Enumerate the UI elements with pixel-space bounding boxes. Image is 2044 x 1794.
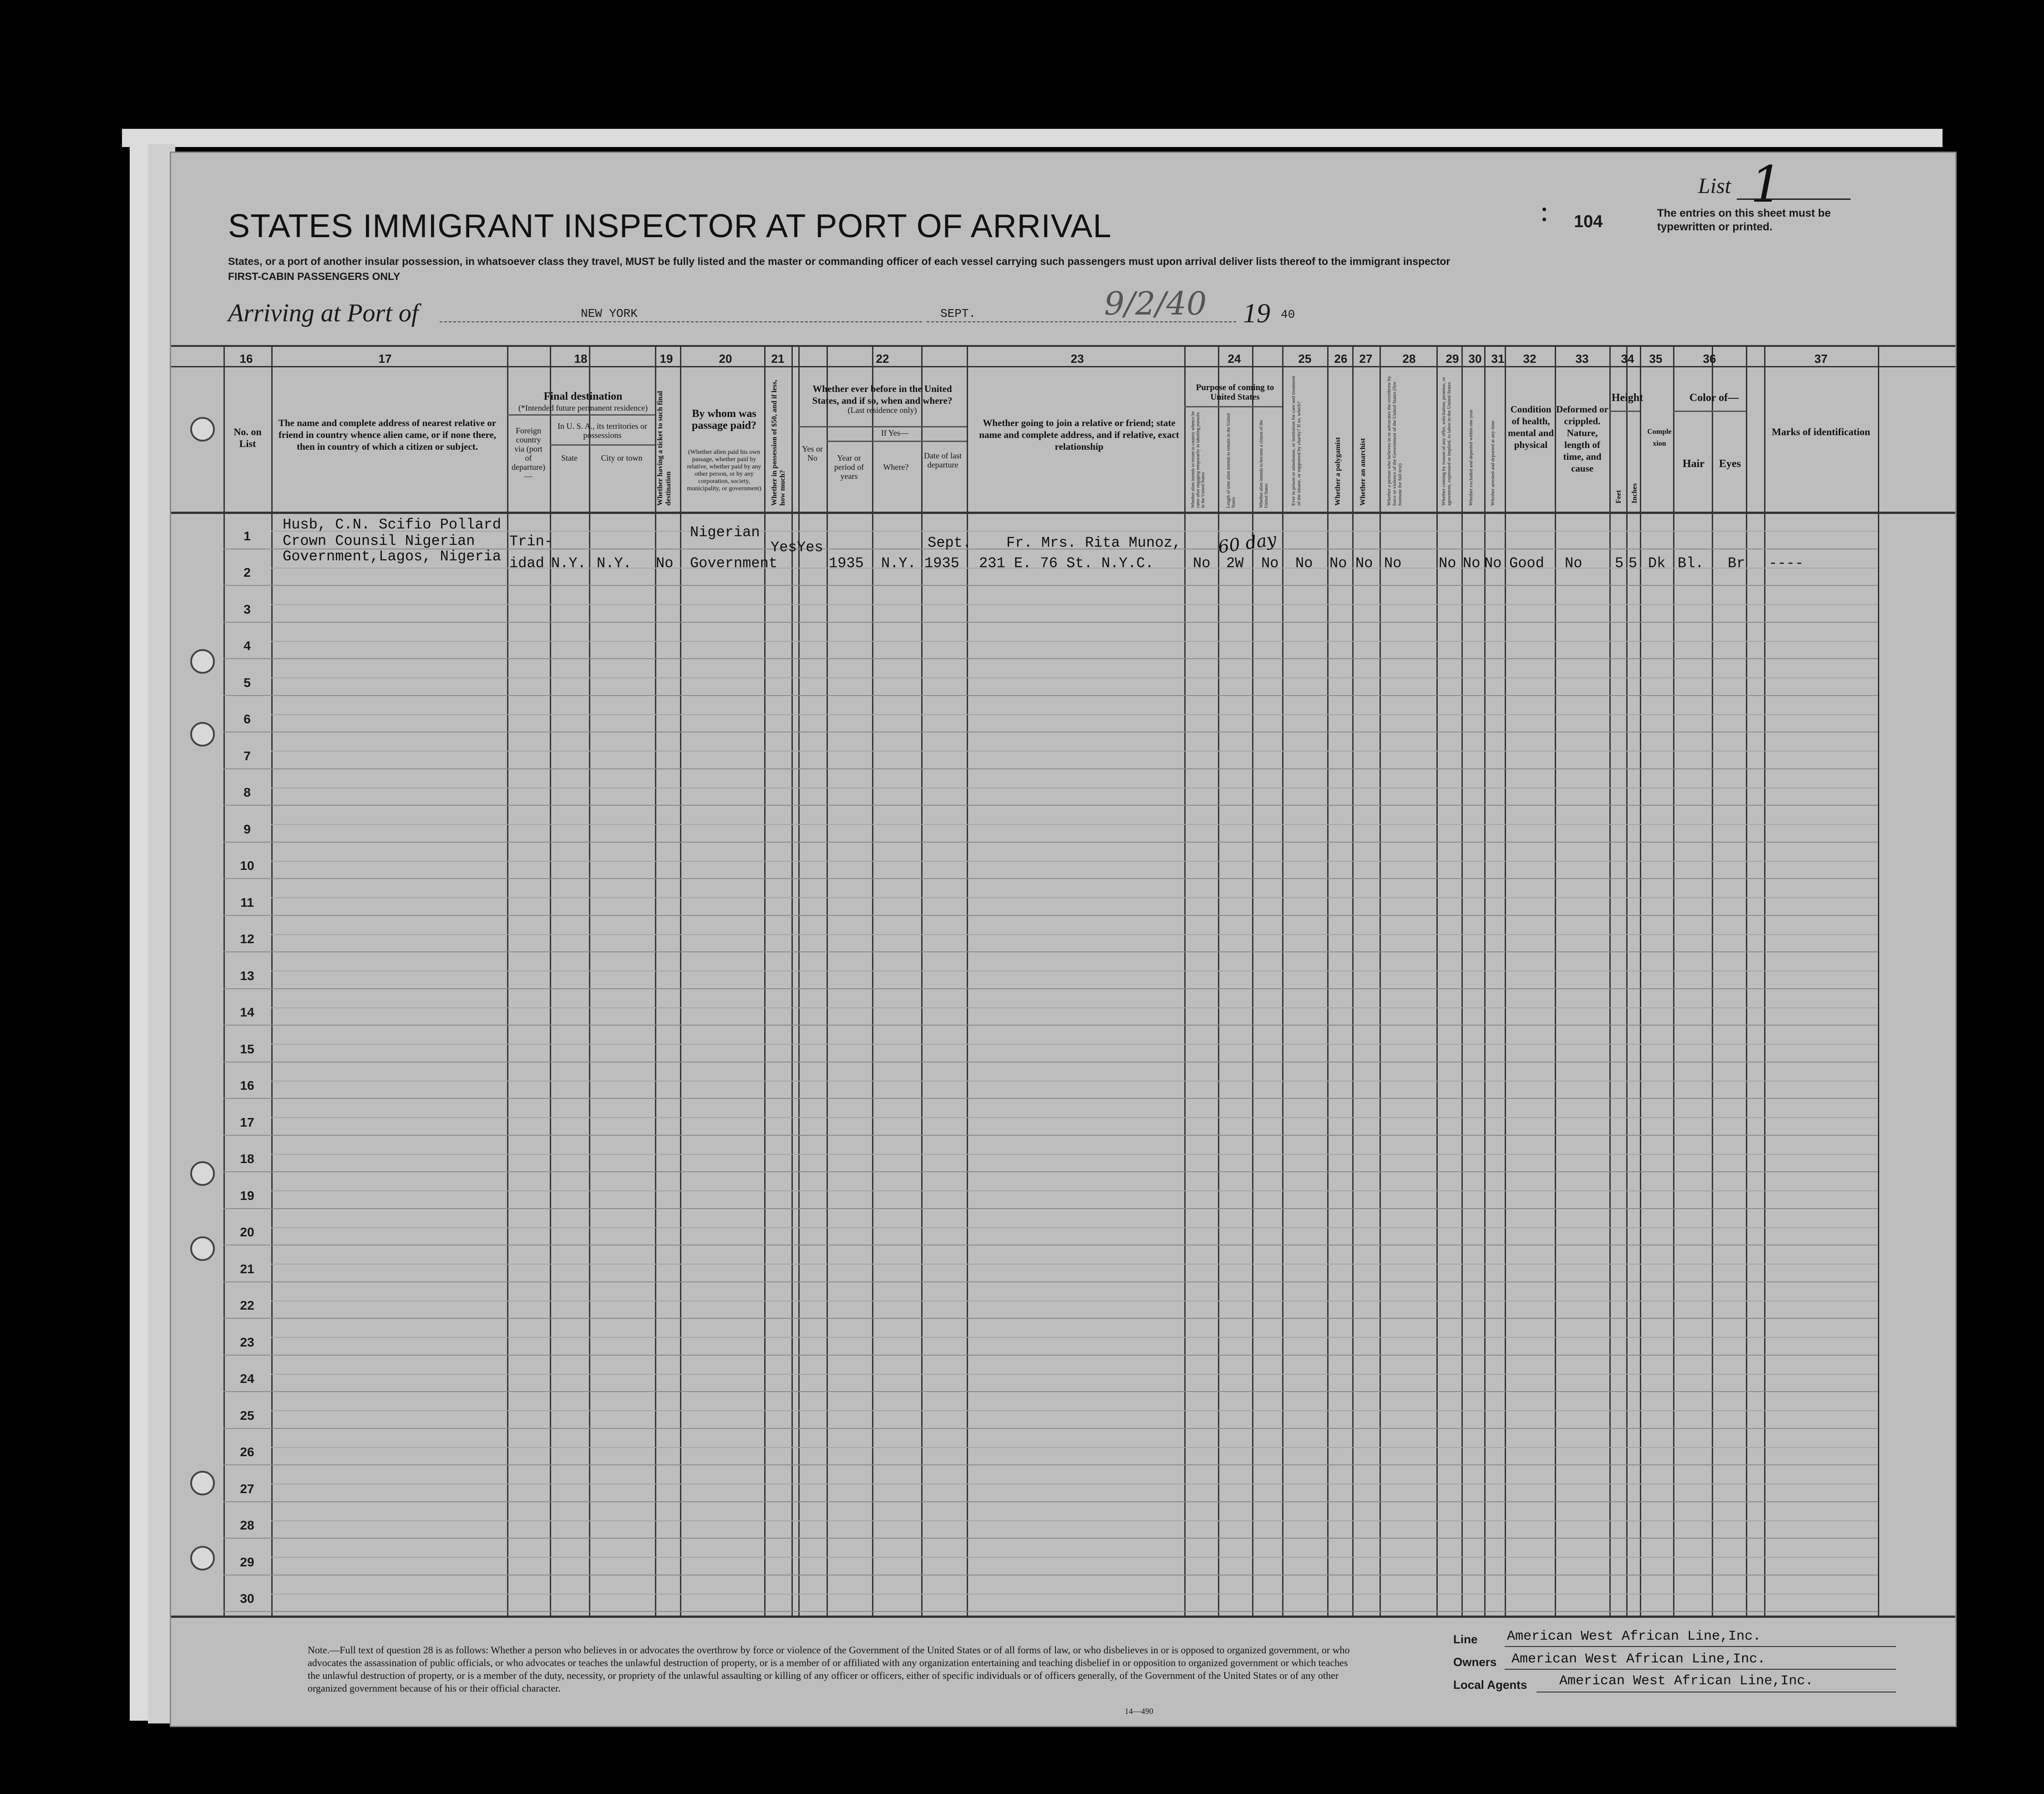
row-number: 11 (240, 895, 254, 910)
column-rule (1184, 345, 1186, 1616)
row-rule (223, 768, 1878, 769)
row-rule (223, 1318, 1878, 1319)
column-rule (655, 345, 656, 1616)
row-rule (223, 622, 1878, 623)
column-rule (764, 345, 766, 1616)
colnum-26: 26 (1334, 352, 1348, 366)
row-rule (223, 1281, 1878, 1282)
header-purpose-b: Length of time alien intends to remain in the United States (1226, 413, 1236, 508)
entry-deformed: No (1565, 555, 1582, 572)
row-midline (271, 1264, 1878, 1265)
header-if-yes: If Yes— (881, 428, 908, 437)
entry-health: Good (1509, 555, 1544, 572)
row-rule (223, 915, 1878, 916)
row-midline (271, 1520, 1878, 1521)
column-rule (271, 345, 273, 1616)
table-bottom-rule (171, 1616, 1955, 1618)
column-rule (798, 345, 800, 1616)
page-title: STATES IMMIGRANT INSPECTOR AT PORT OF ARRIVAL (228, 208, 1112, 244)
colnum-24: 24 (1227, 352, 1241, 366)
column-rule (589, 345, 590, 1616)
row-rule (223, 695, 1878, 696)
entry-purpose-return: No (1193, 555, 1211, 572)
header-where: Where? (883, 462, 909, 472)
entry-hair: Bl. (1678, 555, 1704, 572)
list-label: List (1698, 174, 1731, 198)
row-rule (223, 1464, 1878, 1465)
colnum-16: 16 (239, 352, 253, 366)
row-rule (223, 951, 1878, 952)
row-rule (223, 1171, 1878, 1172)
row-number: 26 (240, 1445, 254, 1459)
entry-foreign-line2: idad (509, 555, 544, 572)
punch-hole (190, 1471, 215, 1495)
column-rule (791, 345, 793, 1616)
entry-foreign-line1: Trin- (509, 533, 553, 550)
manifest-sheet (170, 152, 1957, 1727)
column-rule (1764, 345, 1765, 1616)
punch-hole (190, 1161, 215, 1186)
punch-hole (190, 1546, 215, 1570)
column-rule (1609, 345, 1611, 1616)
punch-hole (190, 649, 215, 674)
handwritten-date: 9/2/40 (1104, 285, 1207, 322)
column-rule (1626, 345, 1628, 1616)
row-midline (271, 1154, 1878, 1155)
colnum-23: 23 (1070, 352, 1084, 366)
row-number: 12 (240, 932, 254, 946)
colnum-27: 27 (1359, 352, 1373, 366)
header-eyes: Eyes (1719, 458, 1741, 470)
colnum-29: 29 (1446, 352, 1459, 366)
row-number: 19 (240, 1188, 254, 1203)
header-q31: Whether arrested and deported at any time (1490, 421, 1496, 506)
entry-marks: ---- (1769, 555, 1804, 572)
colnum-37: 37 (1814, 352, 1828, 366)
header-city: City or town (601, 453, 643, 462)
entry-anarchist: No (1355, 555, 1373, 572)
header-health: Condition of health, mental and physical (1508, 404, 1554, 450)
header-relative-address: The name and complete address of nearest relative or friend in country whence alien came, or if none there, then in country of which a citizen or subject. (278, 417, 497, 452)
row-rule (223, 805, 1878, 806)
column-rule (827, 345, 828, 1616)
header-yes-no: Yes or No (802, 444, 823, 462)
row-rule (223, 1098, 1878, 1099)
row-midline (271, 934, 1878, 935)
column-rule (1555, 345, 1556, 1616)
entry-polygamist: No (1329, 555, 1347, 572)
entry-ticket: No (656, 555, 674, 572)
year-suffix: 40 (1281, 308, 1295, 321)
list-number-underline (1737, 198, 1851, 200)
row-number: 14 (240, 1005, 254, 1019)
column-rule (223, 345, 225, 1616)
header-hair: Hair (1683, 458, 1704, 470)
colnum-35: 35 (1649, 352, 1663, 366)
colnum-19: 19 (659, 352, 673, 366)
entry-purpose-length: 2W (1226, 555, 1244, 572)
colnum-32: 32 (1523, 352, 1537, 366)
row-midline (271, 1594, 1878, 1595)
entry-q28: No (1384, 555, 1402, 572)
row-midline (271, 604, 1878, 605)
entry-before-yes-no: Yes (797, 539, 823, 556)
row-number: 4 (243, 639, 251, 653)
header-color-of: Color of— (1689, 392, 1739, 404)
column-rule (1673, 345, 1674, 1616)
header-height: Height (1611, 392, 1643, 404)
entry-joining-line1: Fr. Mrs. Rita Munoz, (1006, 534, 1182, 551)
column-rule (1712, 345, 1713, 1616)
column-rule (1505, 345, 1506, 1616)
entry-joining-line2: 231 E. 76 St. N.Y.C. (979, 555, 1154, 572)
subheader-rule (550, 444, 655, 446)
header-final-destination-sub: (*Intended future permanent residence) (518, 403, 648, 412)
port-line (440, 321, 922, 322)
row-rule (223, 988, 1878, 989)
header-before-in-us: Whether ever before in the United States, and if so, when and where? (812, 383, 953, 406)
stamp-dot (1542, 208, 1546, 211)
row-number: 17 (240, 1115, 254, 1129)
header-purpose: Purpose of coming to United States (1196, 383, 1274, 402)
header-possession-50: Whether in possession of $50, and if less, how much? (771, 380, 786, 506)
header-in-usa: In U. S. A., its territories or possessions (558, 422, 647, 440)
punch-hole (190, 417, 215, 442)
header-bottom-rule (171, 512, 1955, 514)
row-number: 20 (240, 1225, 254, 1239)
row-number: 6 (243, 712, 251, 726)
stamp-number: 104 (1574, 212, 1603, 231)
entry-feet: 5 (1615, 555, 1624, 572)
row-midline (271, 1447, 1878, 1448)
entry-q29: No (1439, 555, 1456, 572)
entry-eyes: Br (1728, 555, 1745, 572)
year-prefix: 19 (1243, 298, 1270, 328)
column-rule (1218, 345, 1219, 1616)
list-number: 1 (1750, 155, 1782, 213)
colnum-28: 28 (1402, 352, 1416, 366)
entry-city: N.Y. (597, 555, 632, 572)
colnum-21: 21 (771, 352, 785, 366)
punch-hole (190, 722, 215, 747)
header-marks: Marks of identification (1771, 426, 1871, 437)
subheader-rule (1673, 411, 1746, 412)
header-q29: Whether coming by reason of any offer, solicitation, promise, or agreement, expressed or implied, to labor in the United States (1441, 377, 1452, 506)
row-number: 21 (240, 1261, 254, 1276)
row-midline (271, 1410, 1878, 1411)
header-date-departure: Date of last departure (924, 451, 962, 469)
row-rule (223, 878, 1878, 879)
row-midline (271, 677, 1878, 678)
entry-where: N.Y. (881, 555, 916, 572)
port-value: NEW YORK (581, 307, 638, 320)
subheader-rule (1609, 411, 1640, 412)
row-midline (271, 714, 1878, 715)
row-number: 18 (240, 1152, 254, 1166)
footer-line-value: American West African Line,Inc. (1507, 1629, 1761, 1644)
row-midline (271, 824, 1878, 825)
subheader-rule (827, 441, 967, 442)
form-number: 14—490 (1125, 1707, 1153, 1716)
entry-purpose-citizen: No (1261, 555, 1279, 572)
header-q30: Whether excluded and deported within one year (1468, 409, 1474, 506)
row-number: 7 (243, 748, 251, 763)
footer-owners-label: Owners (1453, 1655, 1497, 1669)
row-rule (223, 658, 1878, 659)
row-number: 24 (240, 1372, 254, 1386)
row-number: 8 (243, 785, 251, 799)
colnum-33: 33 (1575, 352, 1589, 366)
header-joining-relative: Whether going to join a relative or friend; state name and complete address, and if relative, exact relationship (979, 417, 1179, 452)
header-deformed: Deformed or crippled. Nature, length of time, and cause (1556, 404, 1608, 474)
column-rule (1327, 345, 1329, 1616)
row-rule (223, 1501, 1878, 1502)
row-midline (271, 1337, 1878, 1338)
entry-passage-line2: Government (690, 555, 778, 572)
row-rule (223, 842, 1878, 843)
header-feet: Feet (1615, 490, 1623, 503)
row-number: 13 (240, 968, 254, 983)
footer-agents-label: Local Agents (1453, 1678, 1527, 1692)
header-last-residence: (Last residence only) (847, 406, 917, 415)
header-passage-paid: By whom was passage paid? (691, 408, 757, 432)
column-rule (872, 345, 873, 1616)
row-midline (271, 1190, 1878, 1191)
row-midline (271, 641, 1878, 642)
entry-q31: No (1484, 555, 1502, 572)
subheader-rule (1184, 406, 1282, 407)
column-number-rule (171, 366, 1955, 367)
row-midline (271, 1227, 1878, 1228)
header-prison: Ever in prison or almshouse, or institution for care and treatment of the insane, or supported by charity? If so, which? (1291, 376, 1302, 506)
column-rule (1878, 345, 1879, 1616)
row-rule (223, 585, 1878, 586)
header-ticket: Whether having a ticket to such final destination (656, 391, 672, 506)
row-midline (271, 1557, 1878, 1558)
row-midline (271, 897, 1878, 898)
row-number: 5 (243, 675, 251, 690)
row-midline (271, 1117, 1878, 1118)
subheader-rule (798, 426, 967, 427)
header-complexion: Complexion (1647, 428, 1672, 447)
row-number: 30 (240, 1591, 254, 1606)
header-anarchist: Whether an anarchist (1359, 438, 1367, 506)
row-midline (271, 751, 1878, 752)
typewritten-note: The entries on this sheet must be typewritten or printed. (1657, 207, 1831, 233)
row-number: 15 (240, 1042, 254, 1056)
colnum-17: 17 (378, 352, 392, 366)
row-rule (223, 1538, 1878, 1539)
footer-owners-rule (1505, 1669, 1896, 1670)
row-rule (223, 1208, 1878, 1209)
entry-year-period: 1935 (829, 555, 864, 572)
column-rule (921, 345, 923, 1616)
colnum-34: 34 (1621, 352, 1634, 366)
entry-passage-line1: Nigerian (690, 524, 760, 541)
colnum-20: 20 (719, 352, 732, 366)
entry-inches: 5 (1628, 555, 1638, 572)
header-year-period: Year or period of years (834, 453, 864, 481)
row-number: 10 (240, 859, 254, 873)
instruction-text: States, or a port of another insular possession, in whatsoever class they travel, MUST be fully listed and the master or commanding officer of each vessel carrying such passengers must upon arrival deliver lists thereof to the immigrant inspector (228, 255, 1451, 267)
entry-relative-line2: Crown Counsil Nigerian (283, 533, 475, 549)
colnum-36: 36 (1703, 352, 1716, 366)
row-number: 25 (240, 1408, 254, 1423)
row-rule (223, 1428, 1878, 1429)
row-number: 29 (240, 1555, 254, 1569)
entry-relative-line3: Government,Lagos, Nigeria (283, 548, 502, 565)
footer-agents-value: American West African Line,Inc. (1559, 1673, 1814, 1689)
table-top-rule (171, 345, 1955, 347)
footnote-q28: Note.—Full text of question 28 is as follows: Whether a person who believes in or advocates the overthrow by force or violence of the Government of the United States or of all forms of law, or who disbelieves in or is opposed to organized government, or who advocates the assassination of public officials, or who advocates or teaches the unlawful destruction of property, or is a member of or affiliated with any organization entertaining and teaching disbelief in or opposition to organized government or which teaches the unlawful destruction of property, or is a member of the duty, necessity, or propriety of the unlawful assaulting or killing of any officer or officers, either of specific individuals or of officers generally, of the Government of the United States or of any other organized government because of his or their official character. (308, 1644, 1350, 1694)
entry-departure-line1: Sept. (928, 534, 972, 551)
row-rule (223, 1025, 1878, 1026)
entry-state: N.Y. (551, 555, 586, 572)
colnum-31: 31 (1491, 352, 1505, 366)
row-rule (223, 1391, 1878, 1392)
row-number: 27 (240, 1481, 254, 1496)
header-q28: Whether a person who believes in or advocates the overthrow by force or violence of the Government of the United States (See footnote for full text) (1386, 376, 1403, 506)
month-value: SEPT. (940, 307, 976, 320)
row-midline (271, 1081, 1878, 1082)
row-midline (271, 861, 1878, 862)
column-rule (1484, 345, 1486, 1616)
row-number: 28 (240, 1518, 254, 1532)
header-purpose-a: Whether alien intends to return to country whence he came after engaging temporarily in laboring pursuits in the United States (1191, 411, 1206, 508)
header-inches: Inches (1631, 483, 1638, 503)
row-number: 3 (243, 602, 251, 616)
row-number: 2 (243, 565, 251, 579)
colnum-22: 22 (876, 352, 889, 366)
column-rule (1436, 345, 1438, 1616)
row-number: 9 (243, 822, 251, 836)
row-midline (271, 1007, 1878, 1008)
entry-prison: No (1295, 555, 1313, 572)
header-final-destination: Final destination (543, 391, 623, 402)
entry-departure-line2: 1935 (924, 555, 959, 572)
header-passage-paid-sub: (Whether alien paid his own passage, whether paid by relative, whether paid by any other person, or by any corporation, society, municipality, or government) (687, 449, 761, 492)
underlying-sheet-1 (122, 129, 1943, 147)
entry-purpose-length-hand: 60 day (1217, 529, 1278, 557)
header-foreign-country: Foreign country via (port of departure)— (512, 426, 545, 481)
entry-possession: Yes (771, 539, 797, 556)
column-rule (1640, 345, 1641, 1616)
entry-relative-line1: Husb, C.N. Scifio Pollard (283, 516, 502, 533)
row-number: 1 (243, 529, 251, 543)
punch-hole (190, 1236, 215, 1261)
row-midline (271, 531, 1878, 532)
row-midline (271, 1374, 1878, 1375)
entry-q30: No (1463, 555, 1481, 572)
arriving-label: Arriving at Port of (228, 299, 419, 327)
header-state: State (561, 453, 578, 462)
row-number: 22 (240, 1298, 254, 1312)
column-rule (507, 345, 508, 1616)
row-rule (223, 1611, 1878, 1612)
row-number: 23 (240, 1335, 254, 1349)
header-no-on-list: No. on List (233, 426, 262, 449)
column-rule (1352, 345, 1354, 1616)
colnum-30: 30 (1468, 352, 1482, 366)
column-rule (680, 345, 681, 1616)
row-midline (271, 1044, 1878, 1045)
header-purpose-c: Whether alien intends to become a citizen of the United States (1259, 420, 1269, 508)
column-rule (1282, 345, 1283, 1616)
cabin-class: FIRST-CABIN PASSENGERS ONLY (228, 270, 401, 282)
footer-line-rule (1505, 1646, 1896, 1647)
colnum-18: 18 (574, 352, 588, 366)
footer-line-label: Line (1453, 1632, 1478, 1646)
column-rule (1746, 345, 1747, 1616)
row-number: 16 (240, 1078, 254, 1093)
row-rule (223, 1355, 1878, 1356)
subheader-rule (507, 414, 655, 416)
colnum-25: 25 (1298, 352, 1312, 366)
footer-owners-value: American West African Line,Inc. (1511, 1652, 1766, 1667)
header-polygamist: Whether a polygamist (1334, 437, 1342, 506)
entry-complexion: Dk (1648, 555, 1666, 572)
column-rule (1461, 345, 1463, 1616)
row-rule (223, 1135, 1878, 1136)
column-rule (1380, 345, 1381, 1616)
